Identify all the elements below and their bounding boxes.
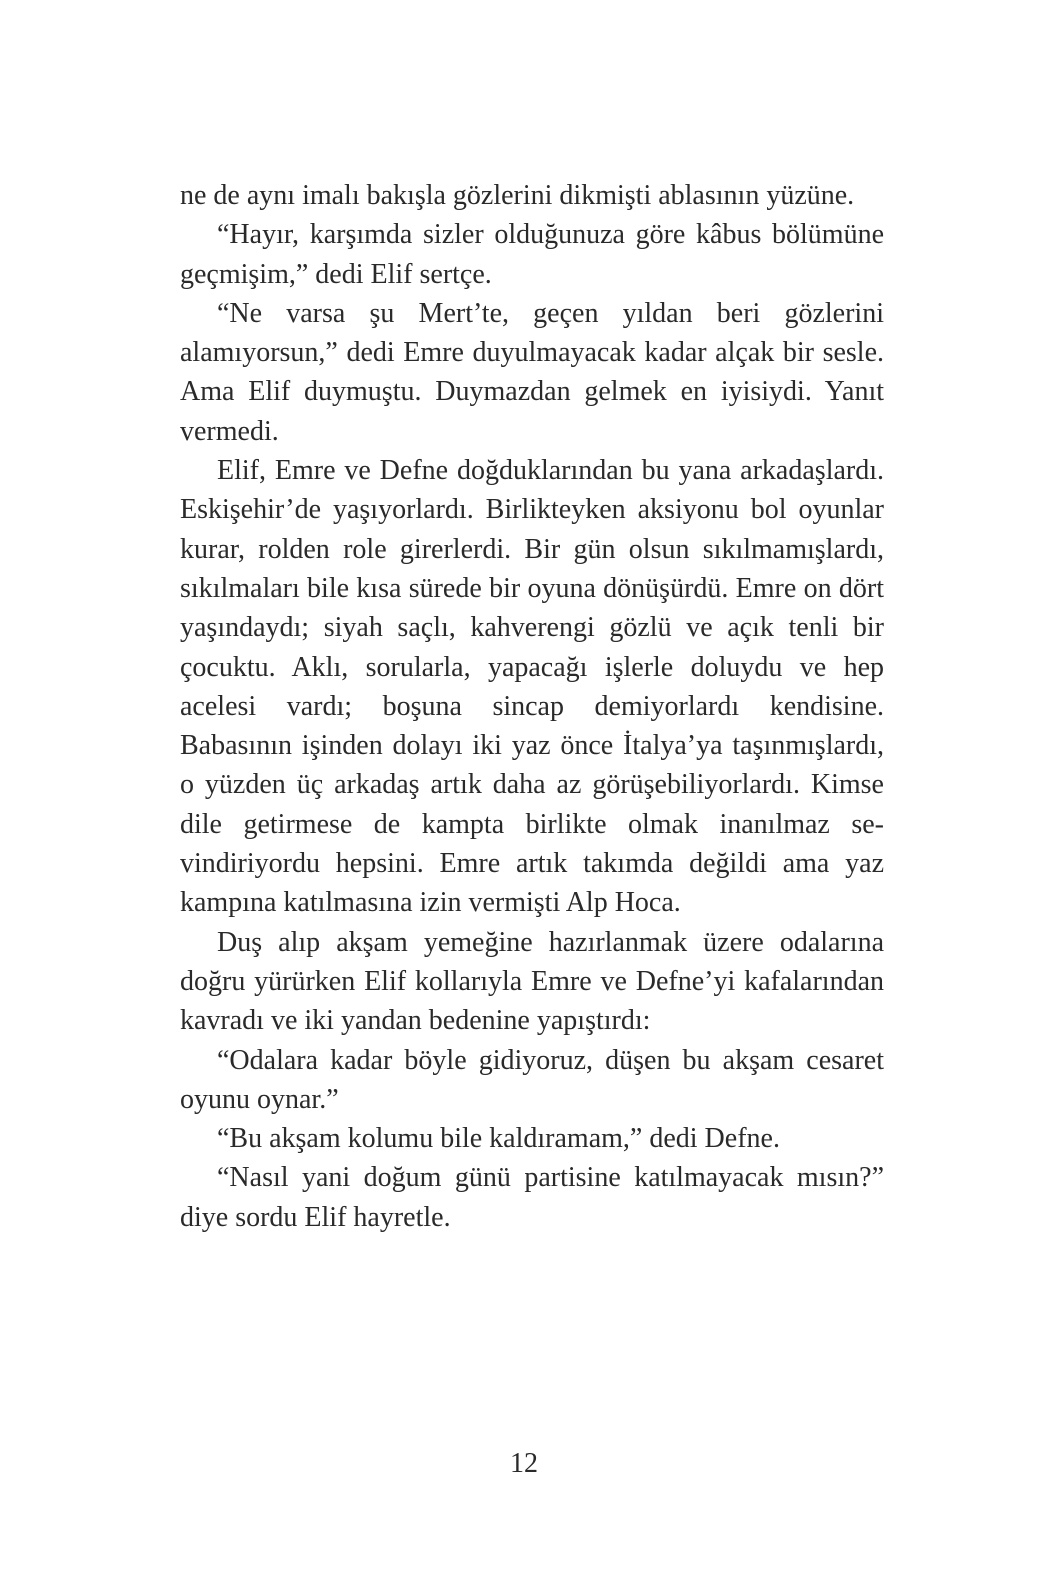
paragraph: Duş alıp akşam yemeğine hazırlanmak üzere odalarına doğru yürürken Elif kollarıyla Emre ve Defne’yi kafalarından kavradı ve iki yandan bedenine yapıştırdı: [180, 926, 884, 1037]
paragraph: ne de aynı imalı bakışla gözlerini dikmişti ablasının yüzüne. [180, 180, 855, 211]
paragraph: “Odalara kadar böyle gidiyoruz, düşen bu akşam cesaret oyunu oynar.” [180, 1044, 884, 1115]
paragraph: “Ne varsa şu Mert’te, geçen yıldan beri gözlerini alamıyorsun,” dedi Emre duyulmayacak kadar alçak bir sesle. Ama Elif duymuştu. Duymazdan gelmek en iyisiydi. Yanıt vermedi. [180, 297, 884, 447]
paragraph: “Nasıl yani doğum günü partisine katılmayacak mısın?” diye sordu Elif hayretle. [180, 1162, 884, 1233]
page-number: 12 [510, 1448, 538, 1479]
paragraph: “Hayır, karşımda sizler olduğunuza göre kâbus bölümüne geçmişim,” dedi Elif sertçe. [180, 219, 884, 290]
paragraph: “Bu akşam kolumu bile kaldıramam,” dedi Defne. [217, 1123, 780, 1155]
body-text [180, 176, 884, 1237]
paragraph: Elif, Emre ve Defne doğduklarından bu yana arkadaşlardı. Eskişehir’de yaşıyorlardı. Birlikteyken aksiyonu bol oyunlar kurar, rolden role girerlerdi. Bir gün olsun sıkılmamışlardı, sıkılmaları bile kısa sürede bir oyuna dönüşürdü. Emre on dört yaşındaydı; siyah saçlı, kahverengi gözlü ve açık tenli bir çocuktu. Aklı, sorularla, yapacağı işlerle doluydu ve hep acelesi vardı; boşuna sincap demiyorlardı kendisine. Babasının işinden dolayı iki yaz önce İtalya’ya taşınmışlardı, o yüzden üç arkadaş artık daha az görüşebiliyorlardı. Kimse dile getirmese de kampta birlikte olmak inanılmaz sevindiriyordu hepsini. Emre artık takımda değildi ama yaz kampına katılmasına izin vermişti Alp Hoca. [180, 455, 884, 919]
